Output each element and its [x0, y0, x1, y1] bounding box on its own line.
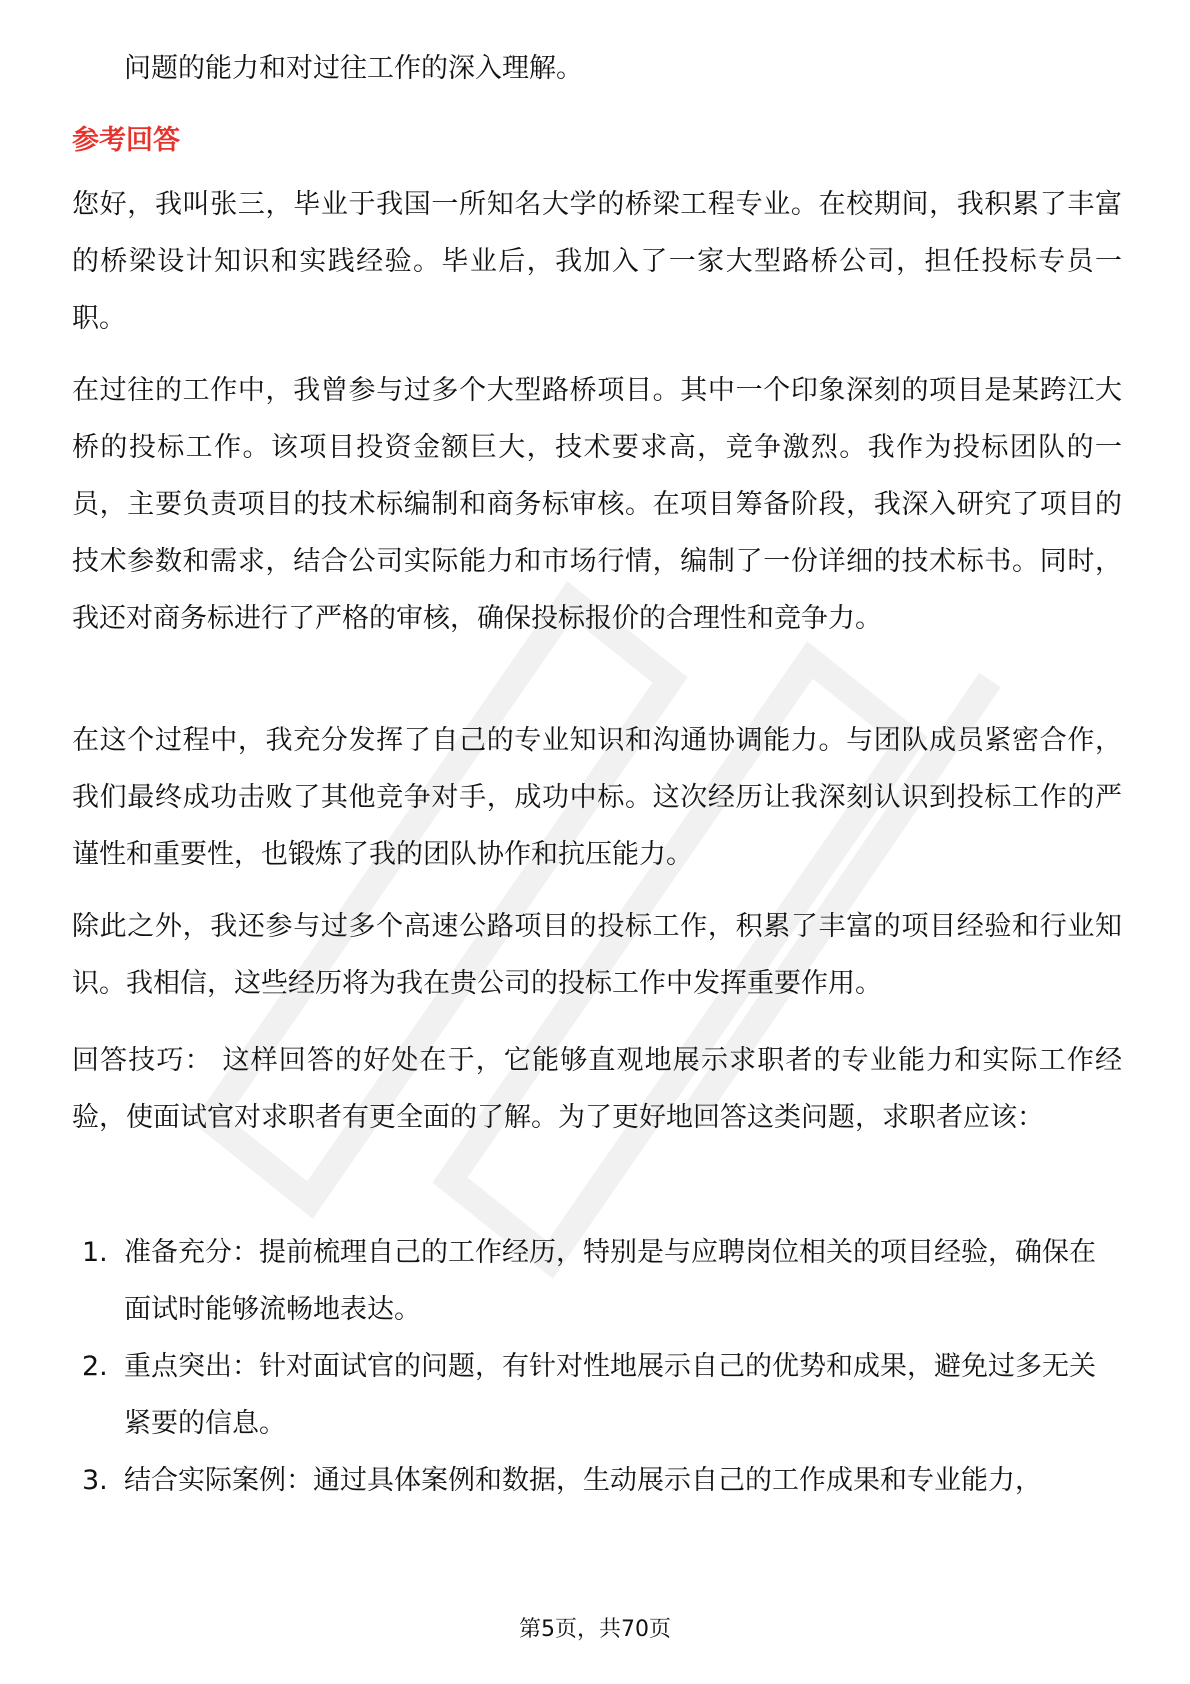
list-item-text: 重点突出：针对面试官的问题，有针对性地展示自己的优势和成果，避免过多无关紧要的信息。 [124, 1351, 1096, 1439]
tips-list [72, 1224, 1122, 1509]
paragraph-text: 除此之外，我还参与过多个高速公路项目的投标工作，积累了丰富的项目经验和行业知识。我相信，这些经历将为我在贵公司的投标工作中发挥重要作用。 [72, 911, 1122, 999]
intro-tail-text: 问题的能力和对过往工作的深入理解。 [124, 53, 583, 84]
list-item [72, 1452, 1122, 1509]
paragraph-text: 在过往的工作中，我曾参与过多个大型路桥项目。其中一个印象深刻的项目是某跨江大桥的投标工作。该项目投资金额巨大，技术要求高，竞争激烈。我作为投标团队的一员，主要负责项目的技术标编制和商务标审核。在项目筹备阶段，我深入研究了项目的技术参数和需求，结合公司实际能力和市场行情，编制了一份详细的技术标书。同时，我还对商务标进行了严格的审核，确保投标报价的合理性和竞争力。 [72, 375, 1122, 634]
list-item-text: 结合实际案例：通过具体案例和数据，生动展示自己的工作成果和专业能力， [124, 1465, 1042, 1496]
paragraph [72, 712, 1122, 883]
page-footer: 第5页，共70页 [519, 1617, 671, 1642]
section-heading: 参考回答 [72, 125, 180, 156]
list-item-text: 准备充分：提前梳理自己的工作经历，特别是与应聘岗位相关的项目经验，确保在面试时能够流畅地表达。 [124, 1237, 1096, 1325]
paragraph [72, 176, 1122, 347]
paragraph [72, 1032, 1122, 1146]
list-number: 1. [82, 1237, 108, 1268]
paragraph-text: 在这个过程中，我充分发挥了自己的专业知识和沟通协调能力。与团队成员紧密合作，我们最终成功击败了其他竞争对手，成功中标。这次经历让我深刻认识到投标工作的严谨性和重要性，也锻炼了我的团队协作和抗压能力。 [72, 725, 1122, 870]
paragraph [72, 362, 1122, 647]
paragraph-text: 回答技巧： 这样回答的好处在于，它能够直观地展示求职者的专业能力和实际工作经验，使面试官对求职者有更全面的了解。为了更好地回答这类问题，求职者应该： [72, 1045, 1122, 1133]
paragraph [72, 898, 1122, 1012]
paragraph-text: 您好，我叫张三，毕业于我国一所知名大学的桥梁工程专业。在校期间，我积累了丰富的桥梁设计知识和实践经验。毕业后，我加入了一家大型路桥公司，担任投标专员一职。 [72, 189, 1122, 334]
list-item [72, 1338, 1122, 1452]
list-number: 3. [82, 1465, 108, 1496]
list-item [72, 1224, 1122, 1338]
list-number: 2. [82, 1351, 108, 1382]
